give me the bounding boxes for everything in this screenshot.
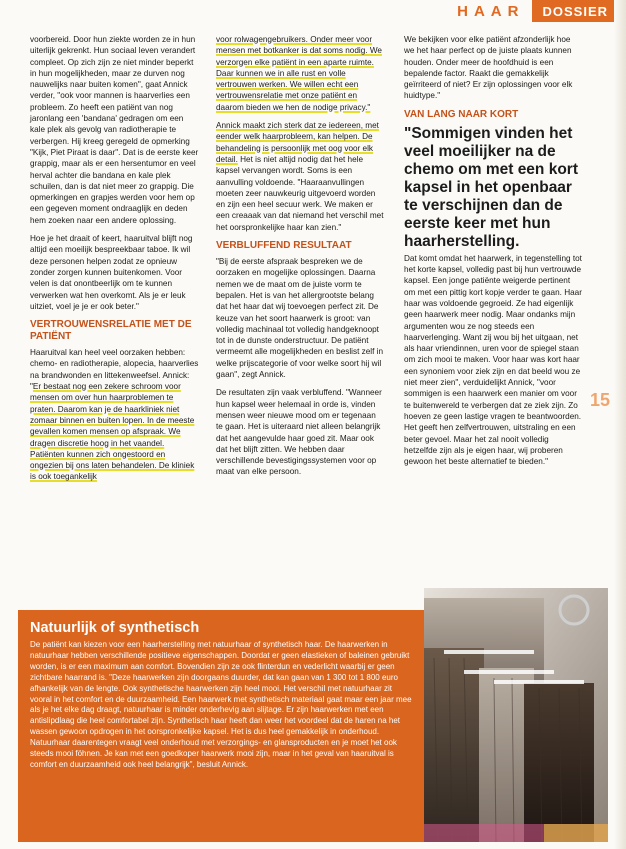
section-header [457, 0, 626, 22]
hair-samples-photo [424, 588, 608, 842]
hair-samples-illustration [424, 588, 608, 842]
page-edge-shadow [614, 0, 626, 849]
paragraph: Hoe je het draait of keert, haaruitval blijft nog altijd een moeilijk bespreekbaar taboe. Ik wil deze personen helpen zodat ze opnieuw zonder zorgen kunnen buitenkomen. Voor velen is dat onontbeerlijk om te kunnen verwerken wat hen overkomt. Als je er leuk uitziet, voel je je er ook beter." [30, 234, 193, 311]
highlighted-text: Annick maakt zich sterk dat ze iedereen, met eender welk haarprobleem, kan helpen. De behandeling is persoonlijk met oog voor elk detail. [216, 121, 379, 164]
sidebar-box [18, 610, 424, 842]
article-column-3 [404, 34, 582, 474]
paragraph [30, 347, 200, 483]
box-text: De patiënt kan kiezen voor een haarherstelling met natuurhaar of synthetisch haar. De haarwerken in natuurhaar hebben verschillende positieve eigenschappen. Doordat er geen elastieken of baleinen gebruikt worden, is er een maximum aan comfort. Bovendien zijn ze ook flinterdun en vederlicht waarbij er geen zichtbare haarrand is. "Deze haarwerken zijn doorgaans duurder, dat kan gaan van 1 300 tot 1 800 euro afhankelijk van de lengte. Ook synthetische haarwerken zijn heel mooi. Het verschil met natuurhaar zit vooral in het comfort en de duurzaamheid. Een haarwerk met synthetisch materiaal gaat maar een jaar mee als je het elke dag draagt, natuurhaar is minder onderhevig aan slijtage. Er zijn haarwerken met een antislipdlaag die heel comfortabel zijn. Synthetisch haar heeft dan weer het voordeel dat de haren na het wassen gewoon opdrogen in het oorspronkelijke kapsel. Het is dus heel gemakkelijk in onderhoud. Natuurhaar daarentegen vraagt veel onderhoud met verzorgings- en glansproducten en je moet het ook steeds mooi föhnen. Je kan met een goedkoper haarwerk mooi zijn, maar in het geval van haaruitval is comfort en duurzaamheid ook heel belangrijk", besluit Annick. [30, 640, 412, 769]
text-run: Haaruitval kan heel veel oorzaken hebben: chemo- en radiotherapie, alopecia, haarverlies na brandwonden en littekenweefsel. Annick: " [30, 348, 199, 392]
pull-quote: "Sommigen vinden het veel moeilijker na de chemo om met een kort kapsel in het openbaar te verschijnen dan de eerste keer met hun haarherstelling. [404, 124, 578, 250]
highlighted-text: Er bestaat nog een zekere schroom voor mensen om over hun haarproblemen te praten. Daarom kan je de haarkliniek niet zomaar binnen en buiten lopen. In de meeste gevallen komen mensen op afspraak. We dragen discretie hoog in het vaandel. Patiënten kunnen zich ongestoord en ongezien bij ons laten behandelen. De kliniek is ook toegankelijk [30, 382, 195, 482]
subheading: VERTROUWENSRELATIE MET DE PATIËNT [30, 319, 192, 343]
text-run: Dat komt omdat het haarwerk, in tegenstelling tot het korte kapsel, volledig past bij hun vertrouwde kapsel. Een jonge patiënte weigerde pertinent om met een pittig kort kopje verder te gaan. Haar haar was voldoende gegroeid. Ze had eigenlijk geen haarwerk meer nodig. Maar ondanks mijn argumenten wou ze nog steeds een haarverlenging. Want zij wou bij het uitgaan, net als haar vriendinnen, uren voor de spiegel staan om zich mooi te maken. Voor haar was kort haar een synoniem voor ziek zijn en dat beeld wou ze niet meer zien", verduidelijkt Annick, "voor sommigen is een haarwerk een manier om voor te buitenwereld te verbergen dat ze ziek zijn. Zo hoeven ze geen lastige vragen te beantwoorden. Het geeft hen zelfvertrouwen, uitstraling en een beter gevoel. Maar het zal nooit volledig hetzelfde zijn als je eigen haar, wij proberen gewoon het beste alternatief te bieden." [404, 253, 582, 467]
paragraph: voorbereid. Door hun ziekte worden ze in hun uiterlijk gekrenkt. Hun sociaal leven verandert compleet. Op zich zijn ze niet minder beperkt in hun mogelijkheden, maar ze durven nog nauwelijks naar buiten komen", gaat Annick verder, "ook voor mannen is haarverlies een probleem. Zo heeft een patiënt van nog jaronlang een 'bandana' gedragen om een kale plek als gevolg van radiotherapie te verbergen. Hij kreeg geregeld de opmerking "Kijk, Piet Piraat is daar". Dat is de eerste keer grappig, maar als er een hersentumor en veel herval achter die bandana en kale plek schuilen, dan is dat niet meer zo grappig. Die opmerkingen en grapjes werden voor hem op een gegeven moment ondraaglijk en deden hem zoeken naar een andere oplossing. [30, 35, 199, 225]
page-number: 15 [589, 390, 610, 410]
article-column-1 [30, 34, 200, 490]
highlighted-text: voor rolwagengebruikers. Onder meer voor mensen met botkanker is dat soms nodig. We verzorgen elke patiënt in een aparte ruimte. Daar kunnen we in alle rust en volle vertrouwen werken. We willen echt een vertrouwensrelatie met onze patiënt en daarom bieden we hen de nodige privacy." [216, 35, 382, 112]
section-name: HAAR [457, 3, 525, 20]
subheading: VERBLUFFEND RESULTAAT [216, 240, 352, 252]
paragraph: De resultaten zijn vaak verbluffend. "Wanneer hun kapsel weer helemaal in orde is, vinden mensen weer nieuwe mood om er tegenaan te gaan. Het is uiteraard niet alleen belangrijk dat het aangevulde haar goed zit. Maar ook dat het blijft zitten. We hebben daar verschillende bevestigingssystemen voor op maat van elke persoon. [216, 388, 382, 477]
box-title: Natuurlijk of synthetisch [30, 620, 200, 636]
paragraph [216, 120, 384, 233]
subheading: VAN LANG NAAR KORT [404, 108, 519, 120]
article-column-2 [216, 34, 384, 485]
text-run: Het is niet altijd nodig dat het hele kapsel vervangen wordt. Soms is een aanvulling voldoende. "Haaraanvullingen moeten zeer nauwkeurig uitgevoerd worden en zijn een heel secuur werk. We maken er een creaaak van dat niemand het verschil met het oorspronkelijke haar kan zien." [216, 154, 384, 232]
pull-quote-paragraph [404, 125, 582, 468]
section-tag: DOSSIER [532, 0, 626, 22]
paragraph: We bekijken voor elke patiënt afzonderlijk hoe we het haar perfect op de juiste plaats kunnen houden. Onder meer de hoofdhuid is een bepalende factor. Raakt die gemakkelijk geïrriteerd of niet? Er zijn oplossingen voor elk huidtype." [404, 35, 573, 101]
paragraph: "Bij de eerste afspraak bespreken we de oorzaken en mogelijke oplossingen. Daarna nemen we de maat om de juiste vorm te bepalen. Het is van het allergrootste belang dat het haar dat wij toevoegen perfect zit. De keuze van het soort haarwerk is groot: van volledig machinaal tot volledig handgeknoopt tot in de dunste onderstructuur. De patiënt vermeemt alle mogelijkheden en beslist zelf in welke prijscategorie of voor welke soort hij wil gaan", zegt Annick. [216, 257, 384, 380]
